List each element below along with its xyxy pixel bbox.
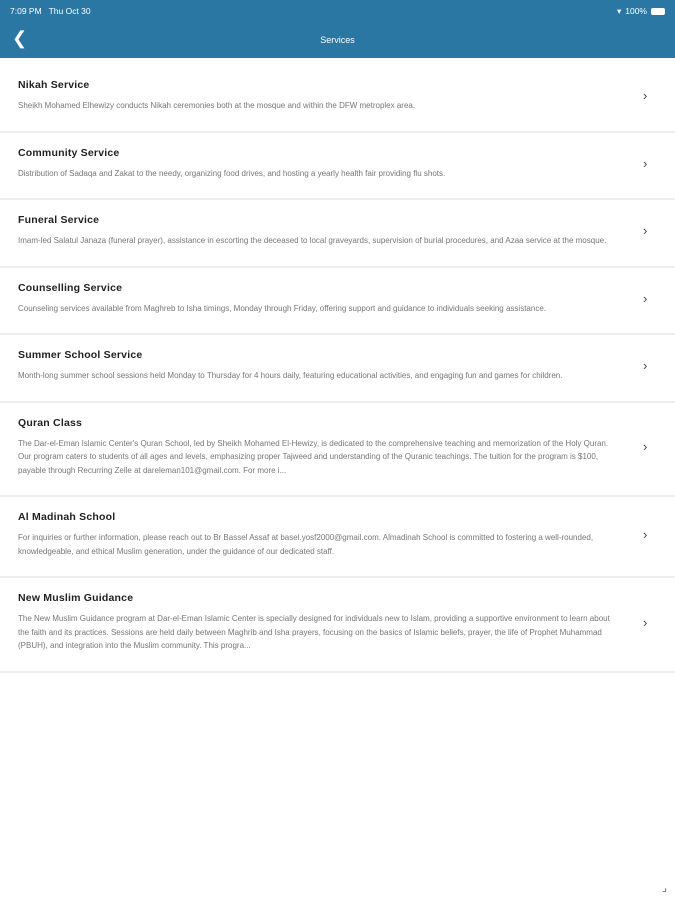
service-text: [18, 79, 643, 113]
service-text: [18, 417, 643, 478]
chevron-right-icon: ›: [643, 155, 648, 171]
service-description: The New Muslim Guidance program at Dar-el-Eman Islamic Center is specially designed for individuals new to Islam, providing a supportive environment to learn about the faith and its practices. Sessions are held daily between Maghrib and Isha prayers, focusing on the basics of Islamic beliefs, prayer, the life of Prophet Muhammad (PBUH), and integration into the Muslim community. This progra...: [18, 614, 610, 650]
chevron-right-icon: ›: [643, 439, 648, 455]
service-text: [18, 349, 643, 383]
service-description: Distribution of Sadaqa and Zakat to the needy, organizing food drives, and hosting a yearly health fair providing flu shots.: [18, 168, 446, 178]
service-description: Imam-led Salatul Janaza (funeral prayer), assistance in escorting the deceased to local graveyards, supervision of burial procedures, and Azaa service at the mosque.: [18, 236, 607, 245]
service-description: Month-long summer school sessions held Monday to Thursday for 4 hours daily, featuring educational activities, and engaging fun and games for children.: [18, 371, 563, 380]
service-title: Summer School Service: [18, 349, 143, 361]
service-title: Al Madinah School: [18, 511, 116, 523]
chevron-right-icon: ›: [643, 223, 648, 239]
chevron-right-icon: ›: [643, 88, 648, 104]
service-title: Community Service: [18, 146, 120, 159]
status-time: 7:09 PM: [10, 6, 42, 16]
battery-percent: 100%: [625, 6, 647, 16]
service-description: Sheikh Mohamed Elhewizy conducts Nikah ceremonies both at the mosque and within the DFW metroplex area.: [18, 101, 416, 110]
battery-icon: [651, 8, 665, 15]
service-description: The Dar-el-Eman Islamic Center's Quran School, led by Sheikh Mohamed El-Hewizy, is dedicated to the comprehensive teaching and memorization of the Holy Quran. Our program caters to students of all ages and levels, emphasizing proper Tajweed and understanding of the Quranic teachings. The tuition for the program is $100, payable through Recurring Zelle at dareleman101@gmail.com. For more i...: [18, 438, 609, 475]
service-row[interactable]: [0, 268, 675, 336]
service-text: [18, 214, 643, 248]
chevron-right-icon: ›: [643, 358, 648, 374]
service-row[interactable]: [0, 133, 675, 201]
service-row[interactable]: [0, 497, 675, 578]
service-text: [18, 592, 643, 653]
service-row[interactable]: [0, 200, 675, 268]
back-button[interactable]: ❮: [12, 28, 28, 48]
services-list: [0, 65, 675, 673]
chevron-right-icon: ›: [643, 614, 648, 630]
service-title: Counselling Service: [18, 281, 123, 294]
page-title: Services: [320, 35, 355, 45]
service-description: Counseling services available from Maghreb to Isha timings, Monday through Friday, offering support and guidance to individuals seeking assistance.: [18, 303, 546, 313]
wifi-icon: ▾: [616, 5, 622, 16]
service-row[interactable]: [0, 578, 675, 673]
loading-icon: ⌟: [661, 882, 667, 894]
service-description: For inquiries or further information, please reach out to Br Bassel Assaf at basel.yosf2000@gmail.com. Almadinah School is committed to fostering a well-rounded, knowledgeable, and ethical Muslim generation, under the guidance of our dedicated staff.: [18, 533, 594, 556]
service-row[interactable]: [0, 335, 675, 403]
chevron-right-icon: ›: [643, 290, 648, 306]
service-text: [18, 147, 643, 181]
service-title: Funeral Service: [18, 214, 100, 226]
service-title: New Muslim Guidance: [18, 592, 134, 604]
service-text: [18, 511, 643, 558]
service-row[interactable]: [0, 65, 675, 133]
status-date: Thu Oct 30: [48, 6, 91, 16]
nav-bar: [0, 22, 675, 58]
status-bar: [0, 0, 675, 22]
service-title: Nikah Service: [18, 79, 90, 91]
service-row[interactable]: [0, 403, 675, 498]
service-text: [18, 282, 643, 316]
service-title: Quran Class: [18, 416, 83, 429]
chevron-right-icon: ›: [643, 527, 648, 542]
header: [0, 0, 675, 58]
